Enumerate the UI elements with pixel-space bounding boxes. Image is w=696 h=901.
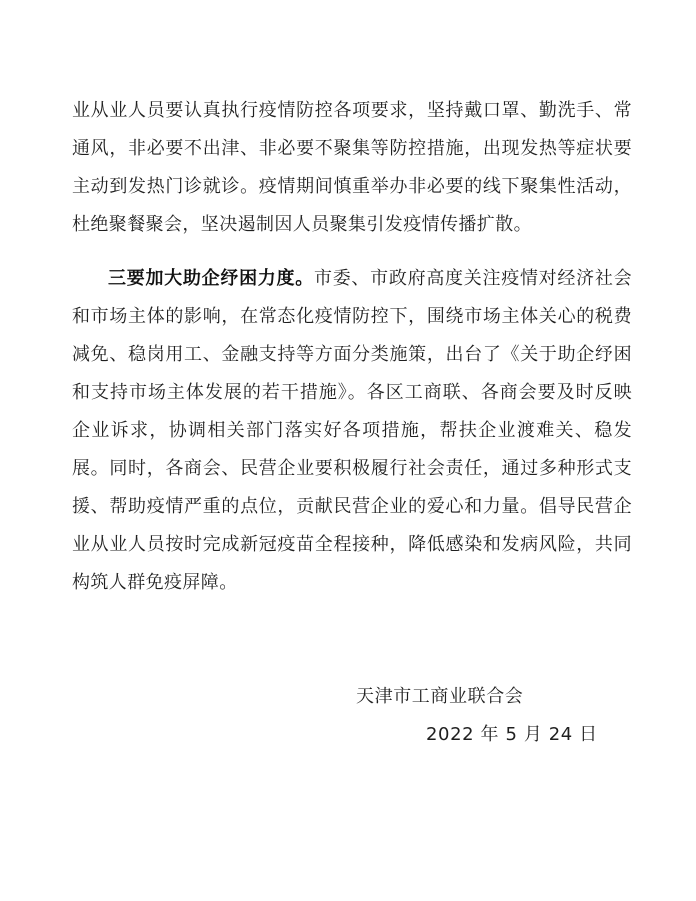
- signature-organization: 天津市工商业联合会: [356, 686, 524, 707]
- paragraph-continued: [72, 92, 632, 244]
- paragraph-three: [72, 260, 632, 602]
- paragraph-text: 市委、市政府高度关注疫情对经济社会和市场主体的影响，在常态化疫情防控下，围绕市场主体关心的税费减免、稳岗用工、金融支持等方面分类施策，出台了《关于助企纾困和支持市场主体发展的若干措施》。各区工商联、各商会要及时反映企业诉求，协调相关部门落实好各项措施，帮扶企业渡难关、稳发展。同时，各商会、民营企业要积极履行社会责任，通过多种形式支援、帮助疫情严重的点位，贡献民营企业的爱心和力量。倡导民营企业从业人员按时完成新冠疫苗全程接种，降低感染和发病风险，共同构筑人群免疫屏障。: [72, 268, 632, 593]
- document-body: [72, 92, 632, 602]
- paragraph-text: 业从业人员要认真执行疫情防控各项要求，坚持戴口罩、勤洗手、常通风，非必要不出津、非必要不聚集等防控措施，出现发热等症状要主动到发热门诊就诊。疫情期间慎重举办非必要的线下聚集性活动，杜绝聚餐聚会，坚决遏制因人员聚集引发疫情传播扩散。: [72, 100, 632, 235]
- signature-date: 2022 年 5 月 24 日: [426, 724, 598, 745]
- paragraph-lead-heading: 三要加大助企纾困力度。: [108, 268, 314, 289]
